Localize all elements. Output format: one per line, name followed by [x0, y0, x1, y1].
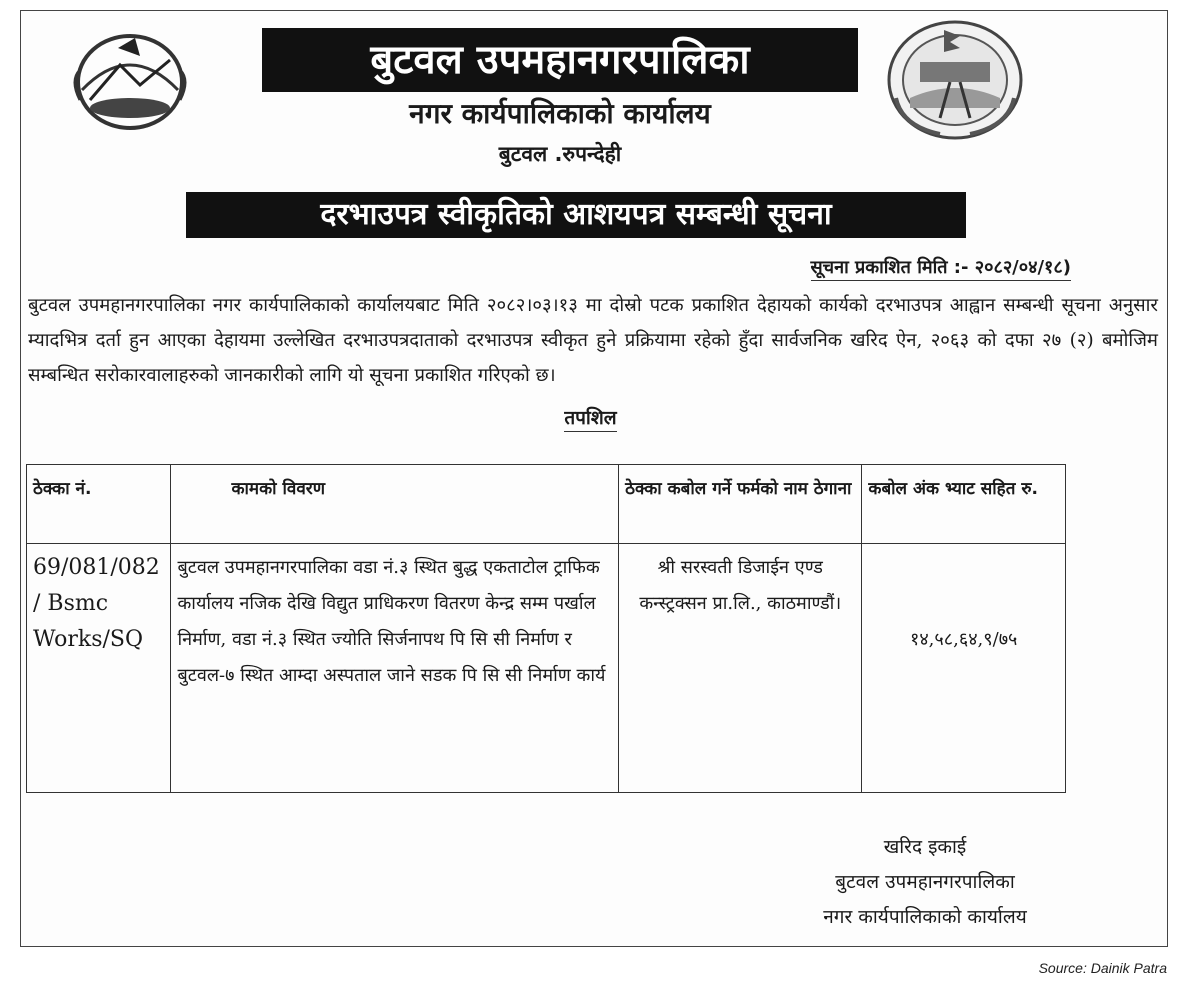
header-contract-no: ठेक्का नं.: [27, 465, 171, 544]
tender-table: [26, 464, 1066, 793]
cell-amount: [862, 544, 1066, 793]
section-heading-label: तपशिल: [564, 407, 616, 432]
butwal-municipality-logo-icon: [880, 18, 1030, 143]
source-credit: Source: Dainik Patra: [1038, 960, 1167, 976]
table-header-row: [27, 465, 1066, 544]
table-row: [27, 544, 1066, 793]
office-location: बुटवल .रुपन्देही: [498, 142, 622, 166]
office-name: नगर कार्यपालिकाको कार्यालय: [409, 97, 711, 130]
signature-block: [760, 830, 1090, 935]
notice-body: बुटवल उपमहानगरपालिका नगर कार्यपालिकाको कार्यालयबाट मिति २०८२।०३।१३ मा दोस्रो पटक प्रकाशित देहायको कार्यको दरभाउपत्र आह्वान सम्बन्धी सूचना अनुसार म्यादभित्र दर्ता हुन आएका देहायमा उल्लेखित दरभाउपत्रदाताको दरभाउपत्र स्वीकृत हुने प्रक्रियामा रहेको हुँदा सार्वजनिक खरिद ऐन, २०६३ को दफा २७ (२) बमोजिम सम्बन्धित सरोकारवालाहरुको जानकारीको लागि यो सूचना प्रकाशित गरिएको छ।: [28, 295, 1158, 386]
cell-description: बुटवल उपमहानगरपालिका वडा नं.३ स्थित बुद्ध एकताटोल ट्राफिक कार्यालय नजिक देखि विद्युत प्राधिकरण वितरण केन्द्र सम्म पर्खाल निर्माण, वडा नं.३ स्थित ज्योति सिर्जनापथ पि सि सी निर्माण र बुटवल-७ स्थित आम्दा अस्पताल जाने सडक पि सि सी निर्माण कार्य: [171, 544, 619, 793]
header-description: कामको विवरण: [171, 465, 619, 544]
cell-contract-no: 69/081/082 / Bsmc Works/SQ: [27, 544, 171, 793]
section-heading: [0, 404, 1181, 430]
publication-date: सूचना प्रकाशित मिति :- २०८२/०४/१८): [811, 256, 1071, 281]
signature-line-2: बुटवल उपमहानगरपालिका: [835, 871, 1015, 893]
header-amount: कबोल अंक भ्याट सहित रु.: [862, 465, 1066, 544]
nepal-government-emblem-icon: [60, 20, 200, 140]
notice-title: दरभाउपत्र स्वीकृतिको आशयपत्र सम्बन्धी सूचना: [186, 192, 966, 238]
header-firm: ठेक्का कबोल गर्ने फर्मको नाम ठेगाना: [619, 465, 862, 544]
amount-value: १४,५८,६४,९/७५: [909, 629, 1018, 650]
cell-firm: श्री सरस्वती डिजाईन एण्ड कन्स्ट्रक्सन प्रा.लि., काठमाण्डौं।: [619, 544, 862, 793]
municipality-title: बुटवल उपमहानगरपालिका: [262, 28, 858, 92]
signature-line-3: नगर कार्यपालिकाको कार्यालय: [823, 906, 1027, 928]
signature-line-1: खरिद इकाई: [883, 836, 967, 858]
